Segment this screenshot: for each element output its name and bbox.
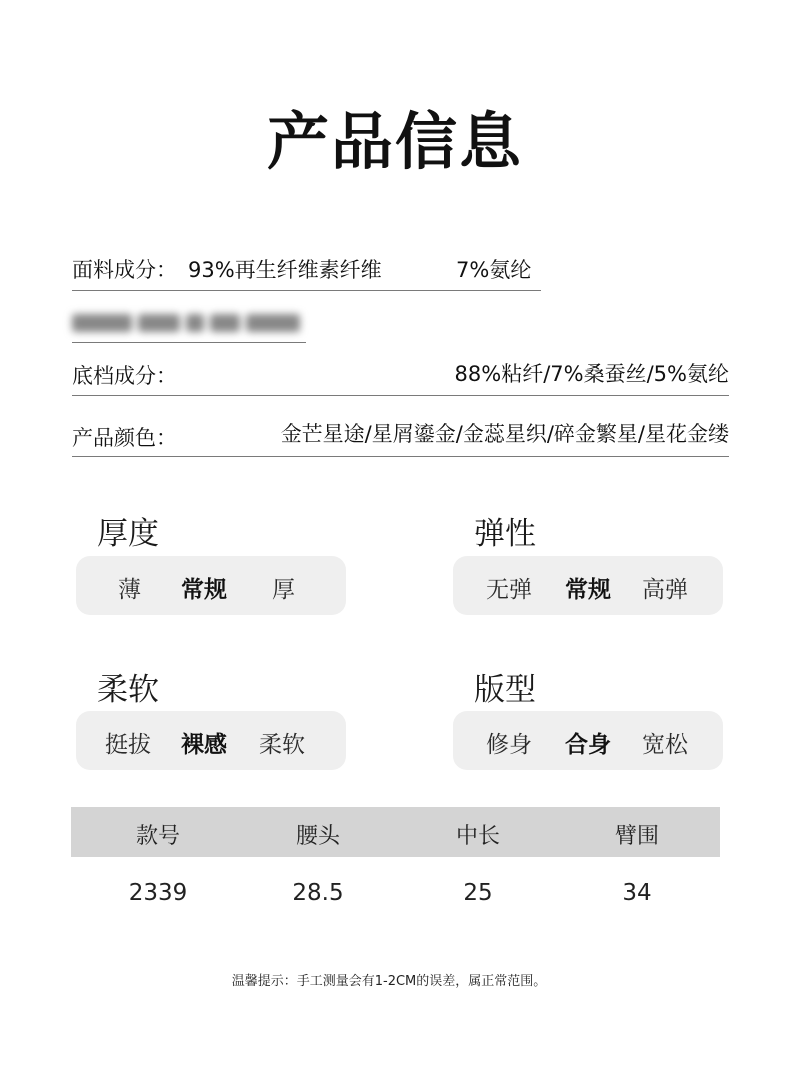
header-style-no: 款号 [135, 824, 180, 849]
header-length: 中长 [455, 824, 500, 849]
elasticity-option-high: 高弹 [642, 577, 688, 603]
thickness-option-thick: 厚 [272, 577, 295, 603]
cell-style-no: 2339 [128, 880, 188, 906]
elasticity-title: 弹性 [474, 516, 536, 552]
blurred-row [72, 308, 306, 343]
fit-option-loose: 宽松 [642, 732, 688, 758]
color-value: 金芒星途/星屑鎏金/金蕊星织/碎金繁星/星花金缕 [280, 422, 729, 446]
cell-arm: 34 [622, 880, 652, 906]
fit-scale [453, 711, 723, 770]
fit-option-slim: 修身 [486, 732, 532, 758]
softness-option-bare: 裸感 [181, 732, 227, 758]
softness-option-soft: 柔软 [259, 732, 305, 758]
header-waist: 腰头 [295, 824, 340, 849]
fabric-row [72, 250, 541, 291]
thickness-option-normal: 常规 [181, 577, 227, 603]
fabric-value-secondary: 7%氨纶 [456, 258, 532, 282]
fit-title: 版型 [474, 672, 536, 708]
lining-label: 底档成分： [72, 364, 177, 388]
fabric-value-primary: 93%再生纤维素纤维 [188, 258, 382, 282]
thickness-scale [76, 556, 346, 615]
page-title: 产品信息 [266, 105, 523, 178]
elasticity-option-normal: 常规 [565, 577, 611, 603]
color-row [72, 412, 729, 457]
softness-scale [76, 711, 346, 770]
cell-length: 25 [463, 880, 493, 906]
blurred-text [72, 310, 304, 336]
fabric-label: 面料成分： [72, 258, 177, 282]
softness-option-stiff: 挺拔 [105, 732, 151, 758]
fit-option-regular: 合身 [565, 732, 611, 758]
lining-row [72, 352, 729, 396]
size-table-header [71, 807, 720, 857]
cell-waist: 28.5 [292, 880, 344, 906]
color-label: 产品颜色： [72, 426, 177, 450]
header-arm: 臂围 [614, 824, 659, 849]
thickness-title: 厚度 [97, 516, 159, 552]
lining-value: 88%粘纤/7%桑蚕丝/5%氨纶 [454, 362, 729, 386]
measurement-note: 温馨提示：手工测量会有1-2CM的误差，属正常范围。 [231, 974, 547, 989]
elasticity-option-none: 无弹 [486, 577, 532, 603]
thickness-option-thin: 薄 [118, 577, 141, 603]
elasticity-scale [453, 556, 723, 615]
softness-title: 柔软 [97, 672, 159, 708]
